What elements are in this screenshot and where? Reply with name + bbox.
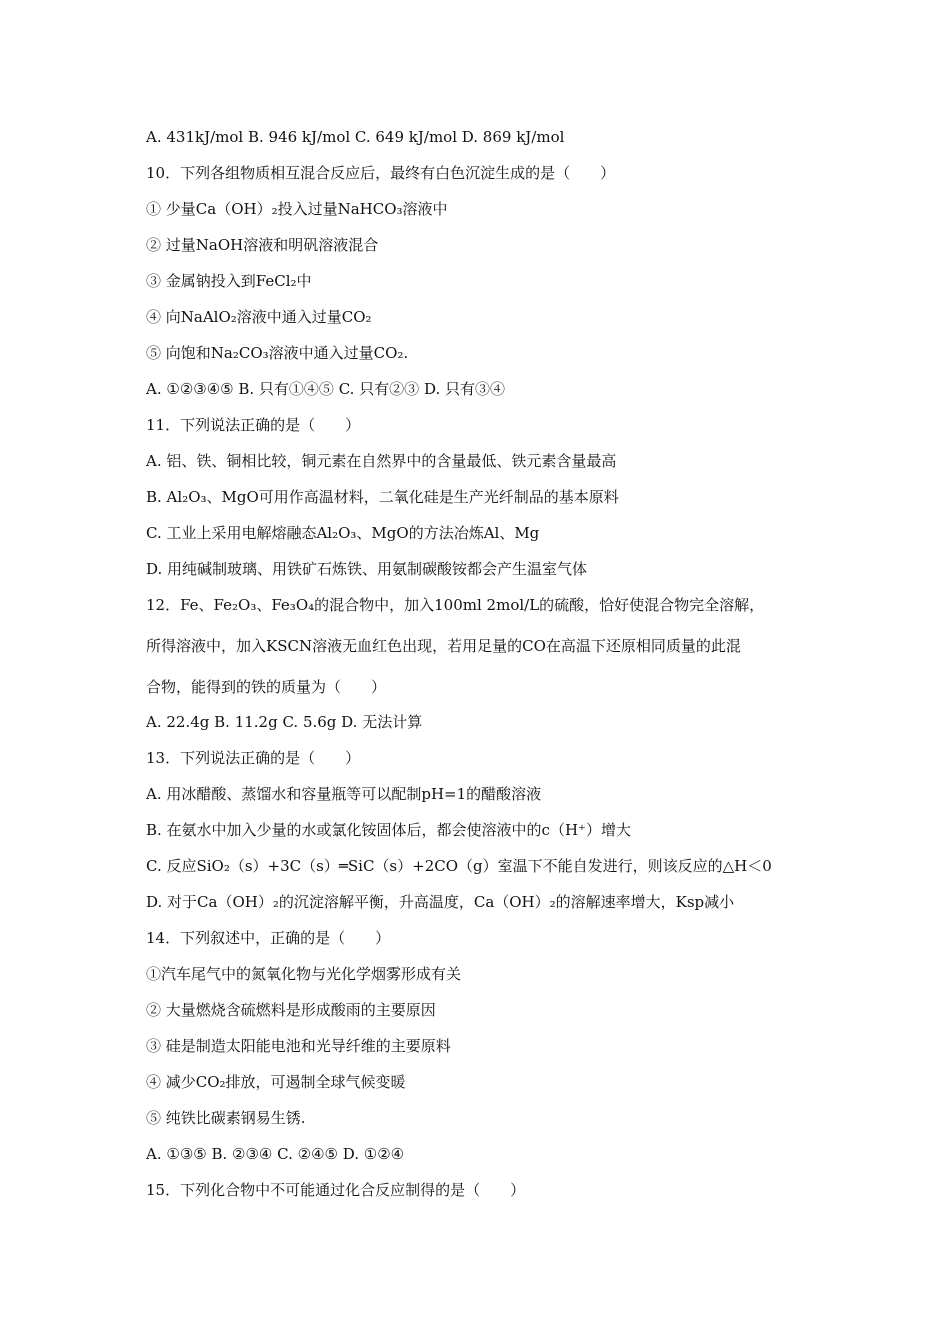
- q10-item-5: ⑤ 向饱和Na₂CO₃溶液中通入过量CO₂.: [146, 344, 409, 362]
- q13-option-a: A. 用冰醋酸、蒸馏水和容量瓶等可以配制pH=1的醋酸溶液: [146, 785, 542, 803]
- q10-item-3: ③ 金属钠投入到FeCl₂中: [146, 272, 312, 290]
- q14-item-3: ③ 硅是制造太阳能电池和光导纤维的主要原料: [146, 1037, 451, 1055]
- q12-options: A. 22.4g B. 11.2g C. 5.6g D. 无法计算: [146, 713, 423, 731]
- q12-stem-line-3: 合物，能得到的铁的质量为（ ）: [146, 678, 387, 696]
- q14-stem: 14．下列叙述中，正确的是（ ）: [146, 929, 391, 947]
- q10-item-4: ④ 向NaAlO₂溶液中通入过量CO₂: [146, 308, 372, 326]
- q14-item-1: ①汽车尾气中的氮氧化物与光化学烟雾形成有关: [146, 965, 462, 983]
- q10-options: A. ①②③④⑤ B. 只有①④⑤ C. 只有②③ D. 只有③④: [146, 380, 505, 398]
- q13-stem: 13．下列说法正确的是（ ）: [146, 749, 361, 767]
- q14-item-2: ② 大量燃烧含硫燃料是形成酸雨的主要原因: [146, 1001, 436, 1019]
- q11-option-d: D. 用纯碱制玻璃、用铁矿石炼铁、用氨制碳酸铵都会产生温室气体: [146, 560, 588, 578]
- q15-stem: 15．下列化合物中不可能通过化合反应制得的是（ ）: [146, 1181, 526, 1199]
- q10-item-2: ② 过量NaOH溶液和明矾溶液混合: [146, 236, 379, 254]
- q12-stem-line-2: 所得溶液中，加入KSCN溶液无血红色出现，若用足量的CO在高温下还原相同质量的此混: [146, 637, 741, 655]
- q11-stem: 11．下列说法正确的是（ ）: [146, 416, 361, 434]
- q9-options: A. 431kJ/mol B. 946 kJ/mol C. 649 kJ/mol D. 869 kJ/mol: [146, 128, 565, 146]
- q10-item-1: ① 少量Ca（OH）₂投入过量NaHCO₃溶液中: [146, 200, 448, 218]
- q11-option-c: C. 工业上采用电解熔融态Al₂O₃、MgO的方法冶炼Al、Mg: [146, 524, 540, 542]
- q14-options: A. ①③⑤ B. ②③④ C. ②④⑤ D. ①②④: [146, 1145, 405, 1163]
- q13-option-c: C. 反应SiO₂（s）+3C（s）═SiC（s）+2CO（g）室温下不能自发进行，则该反应的△H＜0: [146, 857, 772, 875]
- q13-option-d: D. 对于Ca（OH）₂的沉淀溶解平衡，升高温度，Ca（OH）₂的溶解速率增大，Ksp减小: [146, 893, 735, 911]
- q11-option-a: A. 铝、铁、铜相比较，铜元素在自然界中的含量最低、铁元素含量最高: [146, 452, 617, 470]
- q14-item-4: ④ 减少CO₂排放，可遏制全球气候变暖: [146, 1073, 406, 1091]
- q10-stem: 10．下列各组物质相互混合反应后，最终有白色沉淀生成的是（ ）: [146, 164, 616, 182]
- q11-option-b: B. Al₂O₃、MgO可用作高温材料，二氧化硅是生产光纤制品的基本原料: [146, 488, 619, 506]
- q13-option-b: B. 在氨水中加入少量的水或氯化铵固体后，都会使溶液中的c（H⁺）增大: [146, 821, 631, 839]
- q14-item-5: ⑤ 纯铁比碳素钢易生锈.: [146, 1109, 306, 1127]
- q12-stem-line-1: 12．Fe、Fe₂O₃、Fe₃O₄的混合物中，加入100ml 2mol/L的硫酸，恰好使混合物完全溶解，: [146, 596, 765, 614]
